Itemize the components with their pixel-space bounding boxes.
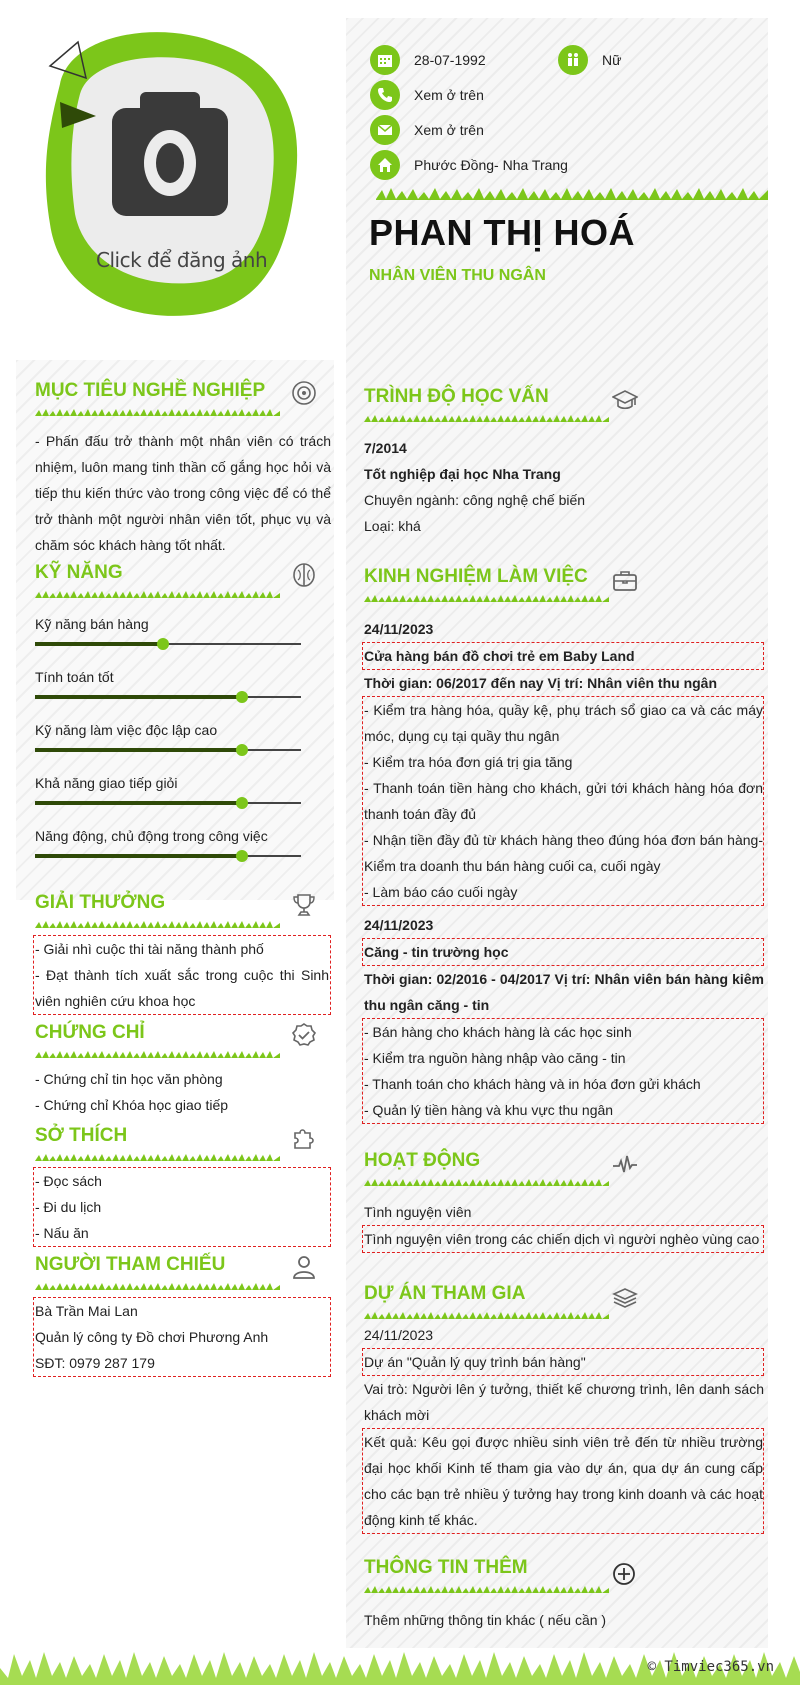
skill-handle (236, 797, 248, 809)
skill-handle (236, 691, 248, 703)
section-title: CHỨNG CHỈ (35, 1022, 145, 1043)
email-value: Xem ở trên (414, 122, 484, 138)
section-references (35, 1254, 325, 1294)
grass-underline (35, 1153, 280, 1161)
education-school: Tốt nghiệp đại học Nha Trang (364, 466, 561, 482)
grass-underline (35, 920, 280, 928)
section-title: KỸ NĂNG (35, 562, 123, 583)
skill-fill (35, 748, 242, 752)
skill-fill (35, 642, 163, 646)
references-box (33, 1297, 331, 1377)
email-icon (370, 115, 400, 145)
grass-underline (364, 414, 609, 422)
education-major: Chuyên ngành: công nghệ chế biến (364, 492, 586, 508)
job-period: Thời gian: 06/2017 đến nay Vị trí: Nhân viên thu ngân (364, 675, 718, 691)
phone-icon (370, 80, 400, 110)
section-title: GIẢI THƯỞNG (35, 892, 166, 913)
skill-bar (35, 802, 301, 804)
education-grade: Loại: khá (364, 518, 421, 534)
section-title: DỰ ÁN THAM GIA (364, 1283, 526, 1304)
calendar-icon (370, 45, 400, 75)
reference-company: Quản lý công ty Đồ chơi Phương Anh (35, 1329, 269, 1345)
skill-fill (35, 854, 242, 858)
skill-bar (35, 855, 301, 857)
badge-check-icon (291, 1022, 317, 1048)
section-title: THÔNG TIN THÊM (364, 1557, 528, 1578)
skill-label: Kỹ năng làm việc độc lập cao (35, 722, 218, 738)
stack-icon (612, 1285, 638, 1311)
hobby-item: - Đi du lịch (35, 1199, 102, 1215)
hobby-item: - Nấu ăn (35, 1225, 89, 1241)
education-block (364, 435, 764, 539)
pulse-icon (612, 1152, 638, 1178)
skill-handle (236, 744, 248, 756)
section-title: MỤC TIÊU NGHỀ NGHIỆP (35, 380, 266, 401)
dob-value: 28-07-1992 (414, 52, 486, 68)
awards-box (33, 935, 331, 1015)
footer-brand[interactable]: © Timviec365.vn (647, 1659, 774, 1675)
certificate-item: - Chứng chỉ Khóa học giao tiếp (35, 1097, 229, 1113)
section-education (364, 386, 664, 426)
skill-bar (35, 749, 301, 751)
award-item: - Đạt thành tích xuất sắc trong cuộc thi Sinh viên nghiên cứu khoa học (35, 967, 329, 1009)
grass-underline (35, 1050, 280, 1058)
grass-divider (376, 186, 768, 200)
job-period: Thời gian: 02/2016 - 04/2017 Vị trí: Nhân viên bán hàng kiêm thu ngân căng - tin (364, 971, 764, 1013)
skill-label: Năng động, chủ động trong công việc (35, 828, 268, 844)
education-date: 7/2014 (364, 440, 407, 456)
project-date: 24/11/2023 (364, 1327, 434, 1343)
address-value: Phước Đồng- Nha Trang (414, 157, 568, 173)
brain-icon (291, 562, 317, 588)
grass-underline (364, 1178, 609, 1186)
section-experience (364, 566, 664, 606)
skill-label: Khả năng giao tiếp giỏi (35, 775, 178, 791)
dob-row (370, 44, 486, 76)
job-duties: - Kiểm tra hàng hóa, quầy kệ, phụ trách sổ giao ca và các máy móc, dụng cụ tại quầy thu ngân - Kiểm tra hóa đơn giá trị gia tăng - Thanh toán tiền hàng cho khách, gửi tới khách hàng hóa đơn thanh toán đầy đủ - Nhận tiền đầy đủ từ khách hàng theo đúng hóa đơn bán hàng- Kiểm tra doanh thu bán hàng cuối ca, cuối ngày - Làm báo cáo cuối ngày (362, 696, 764, 906)
activity-description: Tình nguyện viên trong các chiến dịch vì người nghèo vùng cao (362, 1225, 764, 1253)
section-objective (35, 380, 325, 420)
section-more-info (364, 1557, 664, 1597)
section-skills (35, 562, 325, 602)
job-block (364, 912, 764, 1124)
trophy-icon (291, 892, 317, 918)
camera-icon (112, 88, 232, 218)
job-company: Căng - tin trường học (362, 938, 764, 966)
section-title: KINH NGHIỆM LÀM VIỆC (364, 566, 588, 587)
grass-underline (364, 1585, 609, 1593)
project-block (364, 1322, 764, 1534)
section-title: TRÌNH ĐỘ HỌC VẤN (364, 386, 549, 407)
certificate-item: - Chứng chỉ tin học văn phòng (35, 1071, 223, 1087)
graduation-cap-icon (612, 388, 638, 414)
skill-bar (35, 643, 301, 645)
address-row (370, 149, 568, 181)
grass-underline (364, 1311, 609, 1319)
section-activities (364, 1150, 664, 1190)
home-icon (370, 150, 400, 180)
puzzle-icon (291, 1125, 317, 1151)
section-hobbies (35, 1125, 325, 1165)
skill-handle (236, 850, 248, 862)
gender-value: Nữ (602, 52, 622, 68)
gender-icon (558, 45, 588, 75)
grass-underline (364, 594, 609, 602)
objective-text: - Phấn đấu trở thành một nhân viên có trách nhiệm, luôn mang tinh thần cố gắng học hỏi và tiếp thu kiến thức vào trong công việc để có thể trở thành một người nhân viên tốt, phục vụ và chăm sóc khách hàng tốt nhất. (35, 433, 331, 553)
job-block (364, 616, 764, 906)
plus-circle-icon[interactable] (611, 1561, 637, 1587)
section-awards (35, 892, 325, 932)
email-row (370, 114, 484, 146)
section-projects (364, 1283, 664, 1323)
phone-value: Xem ở trên (414, 87, 484, 103)
skill-label: Tính toán tốt (35, 669, 114, 685)
award-item: - Giải nhì cuộc thi tài năng thành phố (35, 941, 264, 957)
skill-fill (35, 801, 242, 805)
skill-label: Kỹ năng bán hàng (35, 616, 149, 632)
hobbies-box (33, 1167, 331, 1247)
user-icon (291, 1254, 317, 1280)
activities-block (364, 1199, 764, 1253)
photo-upload-caption: Click để đăng ảnh (96, 248, 268, 272)
candidate-position: NHÂN VIÊN THU NGÂN (369, 267, 546, 284)
activity-role: Tình nguyện viên (364, 1204, 472, 1220)
section-title: HOẠT ĐỘNG (364, 1150, 481, 1171)
section-title: NGƯỜI THAM CHIẾU (35, 1254, 226, 1275)
briefcase-icon (612, 568, 638, 594)
gender-row (558, 44, 621, 76)
reference-name: Bà Trần Mai Lan (35, 1303, 138, 1319)
project-result: Kết quả: Kêu gọi được nhiều sinh viên trẻ đến từ nhiều trường đại học khối Kinh tế tham gia vào dự án, qua dự án cung cấp cho các bạn trẻ nhiều ý tưởng hay trong kinh doanh và các hoạt động kinh tế khác. (362, 1428, 764, 1534)
project-name: Dự án "Quản lý quy trình bán hàng" (362, 1348, 764, 1376)
project-role: Vai trò: Người lên ý tưởng, thiết kế chương trình, lên danh sách khách mời (364, 1381, 764, 1423)
target-icon (291, 380, 317, 406)
hobby-item: - Đọc sách (35, 1173, 102, 1189)
grass-underline (35, 1282, 280, 1290)
grass-underline (35, 590, 280, 598)
job-date: 24/11/2023 (364, 917, 434, 933)
skill-handle (157, 638, 169, 650)
grass-underline (35, 408, 280, 416)
skill-fill (35, 695, 242, 699)
skill-bar (35, 696, 301, 698)
phone-row (370, 79, 484, 111)
job-date: 24/11/2023 (364, 621, 434, 637)
section-certificates (35, 1022, 325, 1062)
more-info-text: Thêm những thông tin khác ( nếu cần ) (364, 1612, 607, 1628)
job-duties: - Bán hàng cho khách hàng là các học sinh - Kiểm tra nguồn hàng nhập vào căng - tin - Thanh toán cho khách hàng và in hóa đơn gửi khách - Quản lý tiền hàng và khu vực thu ngân (362, 1018, 764, 1124)
certificates-list (35, 1066, 331, 1118)
reference-phone: SĐT: 0979 287 179 (35, 1355, 155, 1371)
avatar-upload[interactable] (40, 24, 310, 324)
candidate-name: PHAN THỊ HOÁ (369, 212, 635, 253)
section-title: SỞ THÍCH (35, 1125, 128, 1146)
job-company: Cửa hàng bán đồ chơi trẻ em Baby Land (362, 642, 764, 670)
